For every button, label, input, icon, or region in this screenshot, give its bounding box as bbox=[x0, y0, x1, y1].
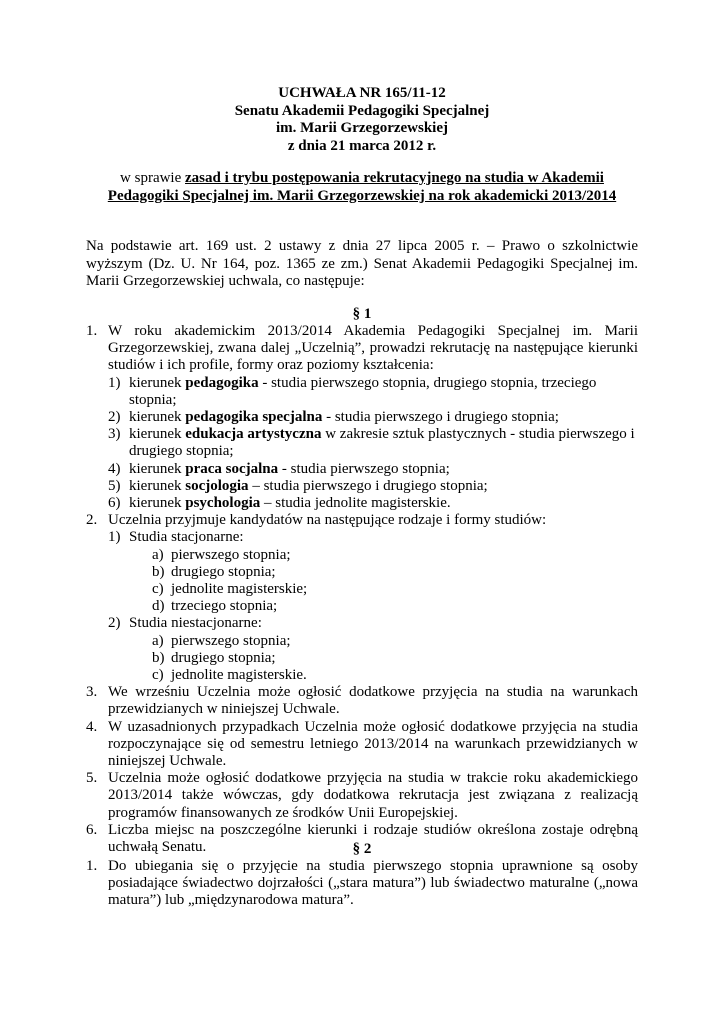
item-number: 2. bbox=[86, 512, 98, 529]
major-prefix: kierunek bbox=[129, 426, 186, 443]
resolution-date: z dnia 21 marca 2012 r. bbox=[287, 137, 437, 154]
major-number: 1) bbox=[108, 374, 121, 391]
major-item bbox=[86, 426, 638, 460]
major-name: psychologia bbox=[185, 495, 261, 512]
major-number: 4) bbox=[108, 460, 121, 477]
major-name: edukacja artystyczna bbox=[185, 426, 322, 443]
item-text: Do ubiegania się o przyjęcie na studia pierwszego stopnia uprawnione są osoby posiadające świadectwo dojrzałości („stara matura”) lub świadectwo maturalne („nowa matura”) lub „międzynarodowa matura”. bbox=[108, 858, 638, 909]
level-text: jednolite magisterskie; bbox=[171, 581, 308, 598]
major-prefix: kierunek bbox=[129, 477, 186, 494]
item-text: Liczba miejsc na poszczególne kierunki i rodzaje studiów określona zostaje odrębną uchwałą Senatu. bbox=[108, 821, 638, 856]
section-2 bbox=[86, 858, 638, 910]
major-item bbox=[86, 375, 638, 409]
item-number: 5. bbox=[86, 770, 98, 787]
major-name: pedagogika specjalna bbox=[185, 409, 323, 426]
item-text: Uczelnia może ogłosić dodatkowe przyjęcia na studia w trakcie roku akademickiego 2013/2014 także wówczas, gdy dodatkowa rekrutacja jest związana z realizacją programów finansowanych ze środków Unii Europejskiej. bbox=[108, 770, 638, 821]
study-level bbox=[86, 598, 638, 615]
study-form bbox=[86, 615, 638, 632]
study-level bbox=[86, 667, 638, 684]
s1-item-2 bbox=[86, 512, 638, 529]
study-level bbox=[86, 547, 638, 564]
subject-prefix: w sprawie bbox=[120, 170, 186, 186]
s2-item-1 bbox=[86, 858, 638, 910]
major-prefix: kierunek bbox=[129, 409, 186, 426]
section-1-heading: § 1 bbox=[352, 306, 372, 322]
item-number: 4. bbox=[86, 718, 98, 735]
level-letter: d) bbox=[152, 598, 165, 615]
s1-item-1 bbox=[86, 323, 638, 375]
form-label: Studia stacjonarne: bbox=[129, 529, 244, 546]
major-name: pedagogika bbox=[185, 374, 259, 391]
major-name: praca socjalna bbox=[185, 460, 279, 477]
level-letter: c) bbox=[152, 667, 164, 684]
level-letter: a) bbox=[152, 546, 164, 563]
level-letter: b) bbox=[152, 649, 165, 666]
level-text: pierwszego stopnia; bbox=[171, 632, 291, 649]
level-text: jednolite magisterskie. bbox=[171, 667, 307, 684]
s1-item-5 bbox=[86, 770, 638, 822]
level-text: drugiego stopnia; bbox=[171, 563, 276, 580]
form-number: 2) bbox=[108, 615, 121, 632]
section-2-heading: § 2 bbox=[352, 841, 372, 857]
level-letter: a) bbox=[152, 632, 164, 649]
major-detail: - studia pierwszego stopnia, drugiego stopnia, trzeciego stopnia; bbox=[129, 374, 597, 408]
item-text: W uzasadnionych przypadkach Uczelnia może ogłosić dodatkowe przyjęcia na studia rozpoczynające się od semestru letniego 2013/2014 na warunkach przewidzianych w niniejszej Uchwale. bbox=[108, 718, 638, 770]
major-number: 5) bbox=[108, 477, 121, 494]
level-letter: b) bbox=[152, 563, 165, 580]
subject-title: zasad i trybu postępowania rekrutacyjnego na studia w Akademii Pedagogiki Specjalnej im. Marii Grzegorzewskiej na rok akademicki 2013/2014 bbox=[107, 170, 617, 204]
study-form bbox=[86, 529, 638, 546]
form-label: Studia niestacjonarne: bbox=[129, 615, 262, 632]
major-item bbox=[86, 495, 638, 512]
s1-item-4 bbox=[86, 719, 638, 771]
issuing-body: Senatu Akademii Pedagogiki Specjalnej bbox=[234, 102, 490, 119]
major-number: 2) bbox=[108, 409, 121, 426]
form-number: 1) bbox=[108, 529, 121, 546]
major-item bbox=[86, 461, 638, 478]
item-text: We wrześniu Uczelnia może ogłosić dodatkowe przyjęcia na studia na warunkach przewidzianych w niniejszej Uchwale. bbox=[108, 684, 638, 718]
resolution-subject bbox=[86, 170, 638, 205]
major-detail: - studia pierwszego stopnia; bbox=[278, 460, 450, 477]
resolution-header bbox=[0, 85, 724, 155]
s1-item-3 bbox=[86, 684, 638, 718]
major-number: 6) bbox=[108, 495, 121, 512]
section-1 bbox=[86, 323, 638, 856]
item-text: W roku akademickim 2013/2014 Akademia Pedagogiki Specjalnej im. Marii Grzegorzewskiej, zwana dalej „Uczelnią”, prowadzi rekrutację na następujące kierunki studiów i ich profile, formy oraz poziomy kształcenia: bbox=[108, 323, 638, 374]
major-item bbox=[86, 409, 638, 426]
major-detail: - studia pierwszego i drugiego stopnia; bbox=[322, 409, 559, 426]
study-level bbox=[86, 564, 638, 581]
legal-basis: Na podstawie art. 169 ust. 2 ustawy z dnia 27 lipca 2005 r. – Prawo o szkolnictwie wyższym (Dz. U. Nr 164, poz. 1365 ze zm.) Senat Akademii Pedagogiki Specjalnej im. Marii Grzegorzewskiej uchwala, co następuje: bbox=[86, 238, 638, 289]
major-item bbox=[86, 478, 638, 495]
major-prefix: kierunek bbox=[129, 374, 186, 391]
major-prefix: kierunek bbox=[129, 495, 186, 512]
item-number: 6. bbox=[86, 821, 98, 838]
item-text: Uczelnia przyjmuje kandydatów na następujące rodzaje i formy studiów: bbox=[108, 512, 547, 529]
major-detail: – studia jednolite magisterskie. bbox=[260, 495, 451, 512]
level-text: pierwszego stopnia; bbox=[171, 546, 291, 563]
major-prefix: kierunek bbox=[129, 460, 186, 477]
major-number: 3) bbox=[108, 426, 121, 443]
level-letter: c) bbox=[152, 581, 164, 598]
study-level bbox=[86, 633, 638, 650]
major-name: socjologia bbox=[185, 477, 249, 494]
study-level bbox=[86, 581, 638, 598]
resolution-number: UCHWAŁA NR 165/11-12 bbox=[278, 85, 446, 101]
academy-name: im. Marii Grzegorzewskiej bbox=[275, 120, 448, 136]
major-detail: w zakresie sztuk plastycznych - studia pierwszego i drugiego stopnia; bbox=[129, 426, 635, 460]
major-detail: – studia pierwszego i drugiego stopnia; bbox=[248, 477, 488, 494]
level-text: trzeciego stopnia; bbox=[171, 598, 278, 615]
study-level bbox=[86, 650, 638, 667]
item-number: 1. bbox=[86, 858, 98, 874]
item-number: 1. bbox=[86, 323, 98, 339]
level-text: drugiego stopnia; bbox=[171, 649, 276, 666]
item-number: 3. bbox=[86, 684, 98, 701]
